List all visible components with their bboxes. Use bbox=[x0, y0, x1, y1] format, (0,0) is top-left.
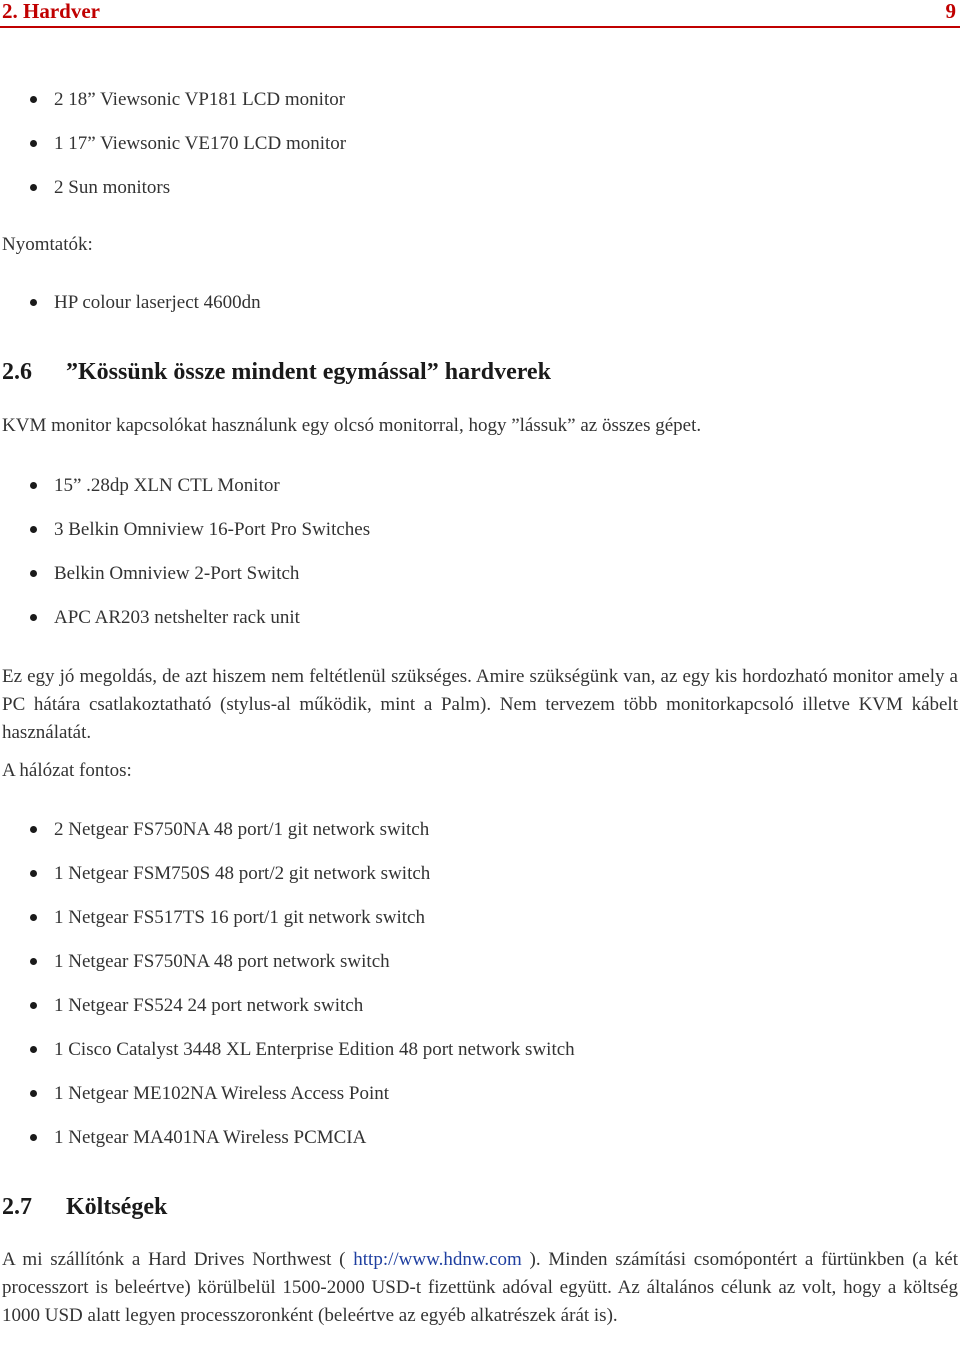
network-label: A hálózat fontos: bbox=[2, 760, 132, 781]
monitor-list bbox=[0, 88, 960, 220]
list-item: 1 Netgear MA401NA Wireless PCMCIA bbox=[0, 1126, 960, 1170]
section-heading-2-7: 2.7 Költségek bbox=[2, 1194, 168, 1220]
bullet-icon bbox=[30, 526, 37, 533]
printers-label: Nyomtatók: bbox=[2, 234, 93, 255]
kvm-intro: KVM monitor kapcsolókat használunk egy olcsó monitorral, hogy ”lássuk” az összes gépet. bbox=[2, 415, 702, 436]
chapter-title: 2. Hardver bbox=[2, 0, 100, 23]
section-heading-2-6: 2.6 ”Kössünk össze mindent egymással” hardverek bbox=[2, 359, 551, 385]
bullet-icon bbox=[30, 1046, 37, 1053]
list-item: 2 18” Viewsonic VP181 LCD monitor bbox=[0, 88, 960, 132]
list-item: 15” .28dp XLN CTL Monitor bbox=[0, 474, 960, 518]
kvm-paragraph: Ez egy jó megoldás, de azt hiszem nem feltétlenül szükséges. Amire szükségünk van, az egy kis hordozható monitor amely a PC hátára csatlakoztatható (stylus-al működik, mint a Palm). Nem tervezem több monitorkapcsoló illetve KVM kábelt használatát. bbox=[2, 666, 958, 743]
list-item: Belkin Omniview 2-Port Switch bbox=[0, 562, 960, 606]
list-item: 1 17” Viewsonic VE170 LCD monitor bbox=[0, 132, 960, 176]
list-item: 2 Sun monitors bbox=[0, 176, 960, 220]
list-item: APC AR203 netshelter rack unit bbox=[0, 606, 960, 650]
list-item: 1 Netgear FSM750S 48 port/2 git network switch bbox=[0, 862, 960, 906]
printer-list bbox=[0, 291, 960, 335]
list-item: 3 Belkin Omniview 16-Port Pro Switches bbox=[0, 518, 960, 562]
bullet-icon bbox=[30, 1002, 37, 1009]
list-item: 1 Netgear FS517TS 16 port/1 git network switch bbox=[0, 906, 960, 950]
network-list bbox=[0, 818, 960, 1170]
bullet-icon bbox=[30, 184, 37, 191]
bullet-icon bbox=[30, 914, 37, 921]
header-rule bbox=[0, 26, 960, 28]
page-number: 9 bbox=[945, 0, 956, 23]
bullet-icon bbox=[30, 1090, 37, 1097]
list-item: 1 Netgear FS524 24 port network switch bbox=[0, 994, 960, 1038]
bullet-icon bbox=[30, 958, 37, 965]
list-item: 2 Netgear FS750NA 48 port/1 git network switch bbox=[0, 818, 960, 862]
bullet-icon bbox=[30, 482, 37, 489]
vendor-link[interactable]: http://www.hdnw.com bbox=[353, 1249, 522, 1270]
page-header bbox=[2, 0, 956, 24]
bullet-icon bbox=[30, 614, 37, 621]
cost-paragraph: A mi szállítónk a Hard Drives Northwest ( http://www.hdnw.com ). Minden számítási csomópontért a fürtünkben (a két processzort is beleértve) körülbelül 1500-2000 USD-t fizettünk adóval együtt. Az általános célunk az volt, hogy a költség 1000 USD alatt legyen processzoronként (beleértve az egyéb alkatrészek árát is). bbox=[2, 1249, 958, 1326]
bullet-icon bbox=[30, 96, 37, 103]
list-item: HP colour laserject 4600dn bbox=[0, 291, 960, 335]
list-item: 1 Netgear ME102NA Wireless Access Point bbox=[0, 1082, 960, 1126]
kvm-list bbox=[0, 474, 960, 650]
bullet-icon bbox=[30, 870, 37, 877]
list-item: 1 Cisco Catalyst 3448 XL Enterprise Edition 48 port network switch bbox=[0, 1038, 960, 1082]
bullet-icon bbox=[30, 826, 37, 833]
bullet-icon bbox=[30, 570, 37, 577]
bullet-icon bbox=[30, 140, 37, 147]
bullet-icon bbox=[30, 299, 37, 306]
list-item: 1 Netgear FS750NA 48 port network switch bbox=[0, 950, 960, 994]
bullet-icon bbox=[30, 1134, 37, 1141]
